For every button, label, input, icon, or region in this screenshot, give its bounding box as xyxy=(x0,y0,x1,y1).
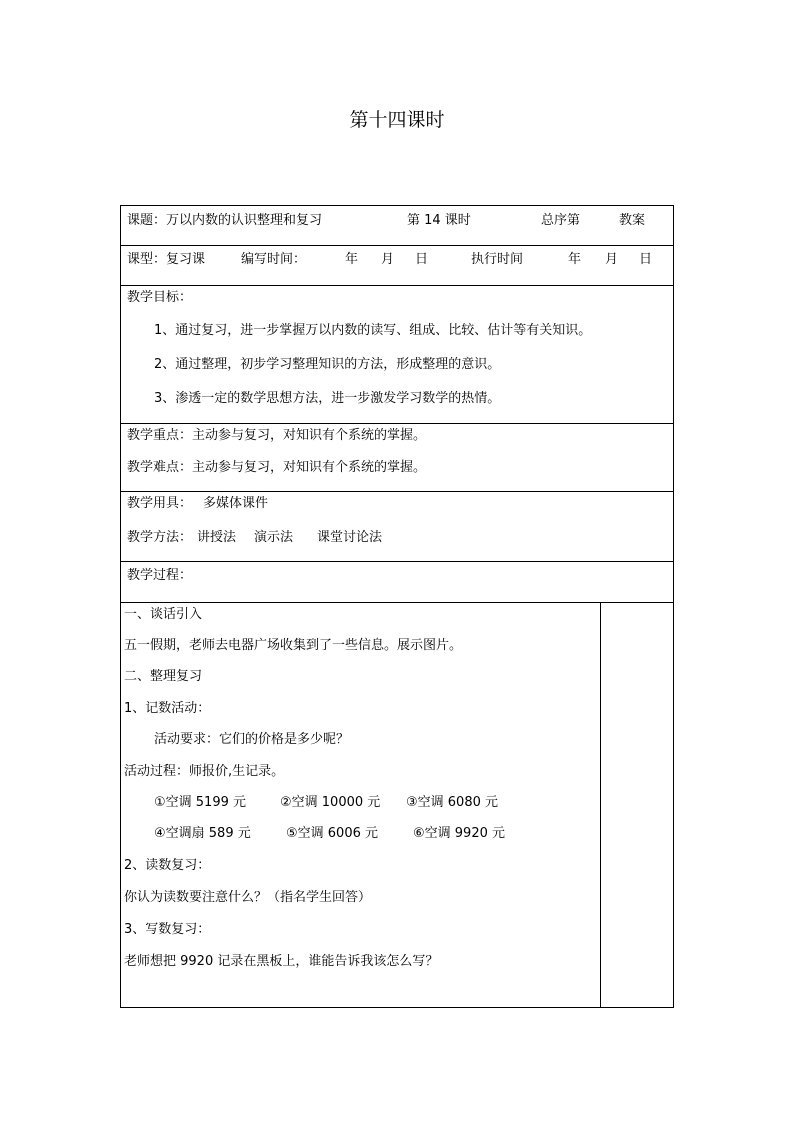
process-line: 活动要求：它们的价格是多少呢？ xyxy=(154,732,350,747)
row-divider xyxy=(121,491,673,492)
process-line: 二、整理复习 xyxy=(124,669,203,684)
month-label: 月 xyxy=(605,252,619,267)
objective-item: 2、通过整理，初步学习整理知识的方法，形成整理的意识。 xyxy=(154,357,501,372)
price-item: ⑤空调 6006 元 xyxy=(286,826,379,841)
compile-time-label: 编写时间： xyxy=(241,252,307,267)
row-divider xyxy=(121,423,673,424)
process-line: 3、写数复习： xyxy=(124,922,211,937)
row-divider xyxy=(121,602,673,603)
year-label: 年 xyxy=(345,252,359,267)
process-line: 老师想把 9920 记录在黑板上，谁能告诉我该怎么写？ xyxy=(124,954,439,969)
price-item: ③空调 6080 元 xyxy=(406,795,499,810)
method-item: 讲授法 xyxy=(197,530,237,545)
process-line: 你认为读数要注意什么？（指名学生回答） xyxy=(124,890,372,905)
process-line: 1、记数活动： xyxy=(124,701,211,716)
objectives-label: 教学目标： xyxy=(127,290,193,305)
method-item: 演示法 xyxy=(254,530,294,545)
method-item: 课堂讨论法 xyxy=(317,530,383,545)
tools-label: 教学用具： xyxy=(127,496,193,511)
teaching-focus: 教学重点：主动参与复习，对知识有个系统的掌握。 xyxy=(127,428,427,443)
column-divider xyxy=(600,602,601,1007)
process-label: 教学过程： xyxy=(127,568,193,583)
day-label: 日 xyxy=(415,252,429,267)
row-divider xyxy=(121,561,673,562)
day-label: 日 xyxy=(639,252,653,267)
price-item: ⑥空调 9920 元 xyxy=(413,826,506,841)
year-label: 年 xyxy=(568,252,582,267)
plan-label: 教案 xyxy=(619,213,646,228)
lesson-number: 第 14 课时 xyxy=(407,213,471,228)
price-item: ①空调 5199 元 xyxy=(154,795,247,810)
process-line: 活动过程：师报价,生记录。 xyxy=(124,764,285,779)
tools-value: 多媒体课件 xyxy=(203,496,269,511)
methods-label: 教学方法： xyxy=(127,530,193,545)
lesson-plan-table xyxy=(120,205,674,1008)
process-line: 一、谈话引入 xyxy=(124,607,203,622)
teaching-difficulty: 教学难点：主动参与复习，对知识有个系统的掌握。 xyxy=(127,460,427,475)
process-line: 2、读数复习： xyxy=(124,858,211,873)
objective-item: 1、通过复习，进一步掌握万以内数的读写、组成、比较、估计等有关知识。 xyxy=(154,323,592,338)
objective-item: 3、渗透一定的数学思想方法，进一步激发学习数学的热情。 xyxy=(154,391,501,406)
process-line: 五一假期，老师去电器广场收集到了一些信息。展示图片。 xyxy=(124,638,463,653)
month-label: 月 xyxy=(381,252,395,267)
price-item: ④空调扇 589 元 xyxy=(154,826,251,841)
row-divider xyxy=(121,245,673,246)
topic-cell: 课题：万以内数的认识整理和复习 xyxy=(127,213,323,228)
price-item: ②空调 10000 元 xyxy=(280,795,381,810)
row-divider xyxy=(121,285,673,286)
total-sequence: 总序第 xyxy=(541,213,581,228)
page-title: 第十四课时 xyxy=(349,109,445,131)
exec-time-label: 执行时间 xyxy=(471,252,524,267)
lesson-type: 课型：复习课 xyxy=(127,252,206,267)
